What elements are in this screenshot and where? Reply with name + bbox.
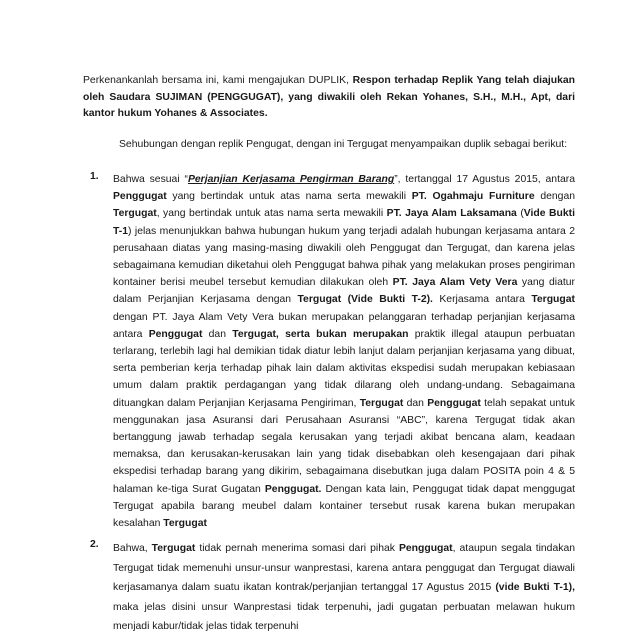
- intro-paragraph: [83, 73, 575, 123]
- list-item: [90, 171, 575, 532]
- list-item: [90, 539, 575, 637]
- salutation-paragraph: Sehubungan dengan replik Pengugat, dengan ini Tergugat menyampaikan duplik sebagai berikut:: [119, 139, 568, 150]
- intro-text: Perkenankanlah bersama ini, kami mengajukan DUPLIK,: [83, 75, 353, 86]
- list-item-number: 1.: [90, 171, 99, 182]
- list-item-text: Bahwa sesuai “Perjanjian Kerjasama Pengirman Barang”, tertanggal 17 Agustus 2015, antara Penggugat yang bertindak untuk atas nama serta mewakili PT. Ogahmaju Furniture dengan Tergugat, yang bertindak untuk atas nama serta mewakili PT. Jaya Alam Laksamana (Vide Bukti T-1) jelas menunjukkan bahwa hubungan hukum yang terjadi adalah hubungan kerjasama antara 2 perusahaan diatas yang masing-masing diwakili oleh Penggugat dan Tergugat, dan karena jelas sebagaimana kemudian diketahui oleh Penggugat bahwa pihak yang melakukan proses pengiriman kontainer berisi meubel tersebut kemudian dilakukan oleh PT. Jaya Alam Vety Vera yang diatur dalam Perjanjian Kerjasama dengan Tergugat (Vide Bukti T-2). Kerjasama antara Tergugat dengan PT. Jaya Alam Vety Vera bukan merupakan pelanggaran terhadap perjanjian kerjasama antara Penggugat dan Tergugat, serta bukan merupakan praktik illegal ataupun perbuatan terlarang, terlebih lagi hal demikian tidak diatur lebih lanjut dalam perjanjian kerjasama yang dibuat, serta pemberian kerja terhadap pihak lain dalam aktivitas ekspedisi sudah merupakan kebiasaan umum dalam praktik perdagangan yang tidak dilarang oleh undang-undang. Sebagaimana dituangkan dalam Perjanjian Kerjasama Pengiriman, Tergugat dan Penggugat telah sepakat untuk menggunakan jasa Asuransi dari Perusahaan Asuransi “ABC”, karena Tergugat tidak akan bertanggung jawab terhadap segala kerusakan yang terjadi akibat bencana alam, keadaan memaksa, dan kerusakan-kerusakan lain yang tidak disebabkan oleh kesengajaan dari pihak ekspedisi terhadap barang yang dikirim, sebagaimana disebutkan juga dalam POSITA poin 4 & 5 halaman ke-tiga Surat Gugatan Penggugat. Dengan kata lain, Penggugat tidak dapat menggugat Tergugat apabila barang meubel dalam kontainer tersebut rusak karena bukan merupakan kesalahan Tergugat: [113, 174, 576, 530]
- intro-bold-text: Respon terhadap Replik Yang telah diajukan oleh Saudara SUJIMAN (PENGGUGAT), yang diwakili oleh Rekan Yohanes, S.H., M.H., Apt, dari kantor hukum Yohanes & Associates.: [83, 75, 575, 119]
- list-item-number: 2.: [90, 539, 99, 550]
- agreement-title: Perjanjian Kerjasama Pengirman Barang: [187, 174, 395, 185]
- list-item-text: Bahwa, Tergugat tidak pernah menerima somasi dari pihak Penggugat, ataupun segala tindakan Tergugat tidak memenuhi unsur-unsur wanprestasi, karena antara penggugat dan Tergugat diawali kerjasamanya dalam suatu ikatan kontrak/perjanjian tertanggal 17 Agustus 2015 (vide Bukti T-1), maka jelas disini unsur Wanprestasi tidak terpenuhi, jadi gugatan perbuatan melawan hukum menjadi kabur/tidak jelas tidak terpenuhi: [113, 543, 575, 633]
